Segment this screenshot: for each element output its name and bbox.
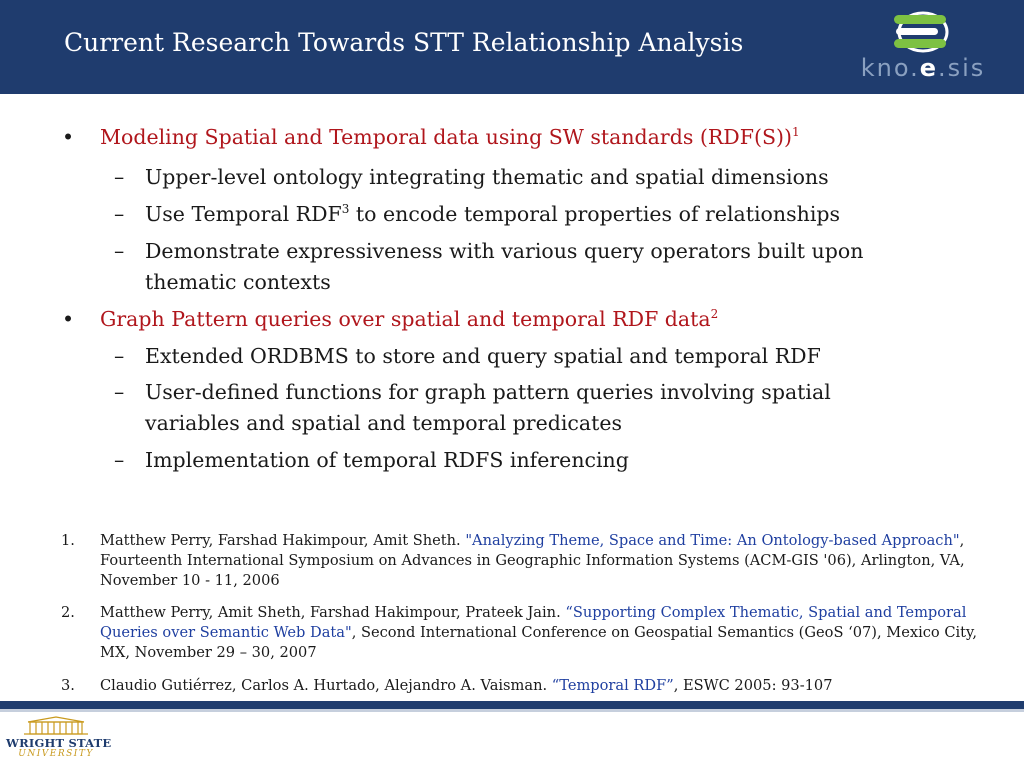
sub-bullet-text: Implementation of temporal RDFS inferencing	[145, 448, 629, 472]
reference-link[interactable]: “Supporting Complex Thematic, Spatial and Temporal	[565, 604, 967, 621]
knoesis-logo-icon	[838, 10, 1008, 54]
bullet-marker: •	[62, 125, 75, 149]
reference-link[interactable]: "Analyzing Theme, Space and Time: An Ontology-based Approach"	[465, 532, 960, 549]
knoesis-logo-text: kno.e.sis	[860, 54, 986, 82]
footer-bar	[0, 701, 1024, 709]
university-name: WRIGHT STATE	[6, 736, 112, 750]
slide-header	[0, 0, 1024, 94]
footer-bar-accent	[0, 709, 1024, 712]
knoesis-logo	[838, 10, 1008, 84]
sub-bullet-text: Extended ORDBMS to store and query spatial and temporal RDF	[145, 344, 821, 368]
sub-bullet-text: Demonstrate expressiveness with various query operators built upon	[145, 239, 864, 263]
bullet-marker: •	[62, 307, 75, 331]
sub-bullet-text: Use Temporal RDF$^3$ to encode temporal properties of relationships	[145, 202, 841, 226]
university-subtitle: UNIVERSITY	[18, 749, 94, 759]
wright-state-logo	[6, 716, 112, 766]
reference-link[interactable]: “Temporal RDF”	[551, 677, 674, 694]
wright-state-building-icon	[6, 716, 106, 736]
reference-link[interactable]: Queries over Semantic Web Data"	[100, 624, 352, 641]
slide-title: Current Research Towards STT Relationship Analysis	[64, 28, 744, 57]
sub-bullet-text: Upper-level ontology integrating thematic and spatial dimensions	[145, 165, 829, 189]
bullet-text: Graph Pattern queries over spatial and temporal RDF data$^2$	[100, 307, 719, 331]
sub-bullet-text: User-defined functions for graph pattern queries involving spatial	[145, 380, 831, 404]
bullet-text: Modeling Spatial and Temporal data using SW standards $(RDF(S))^1$	[100, 125, 800, 149]
